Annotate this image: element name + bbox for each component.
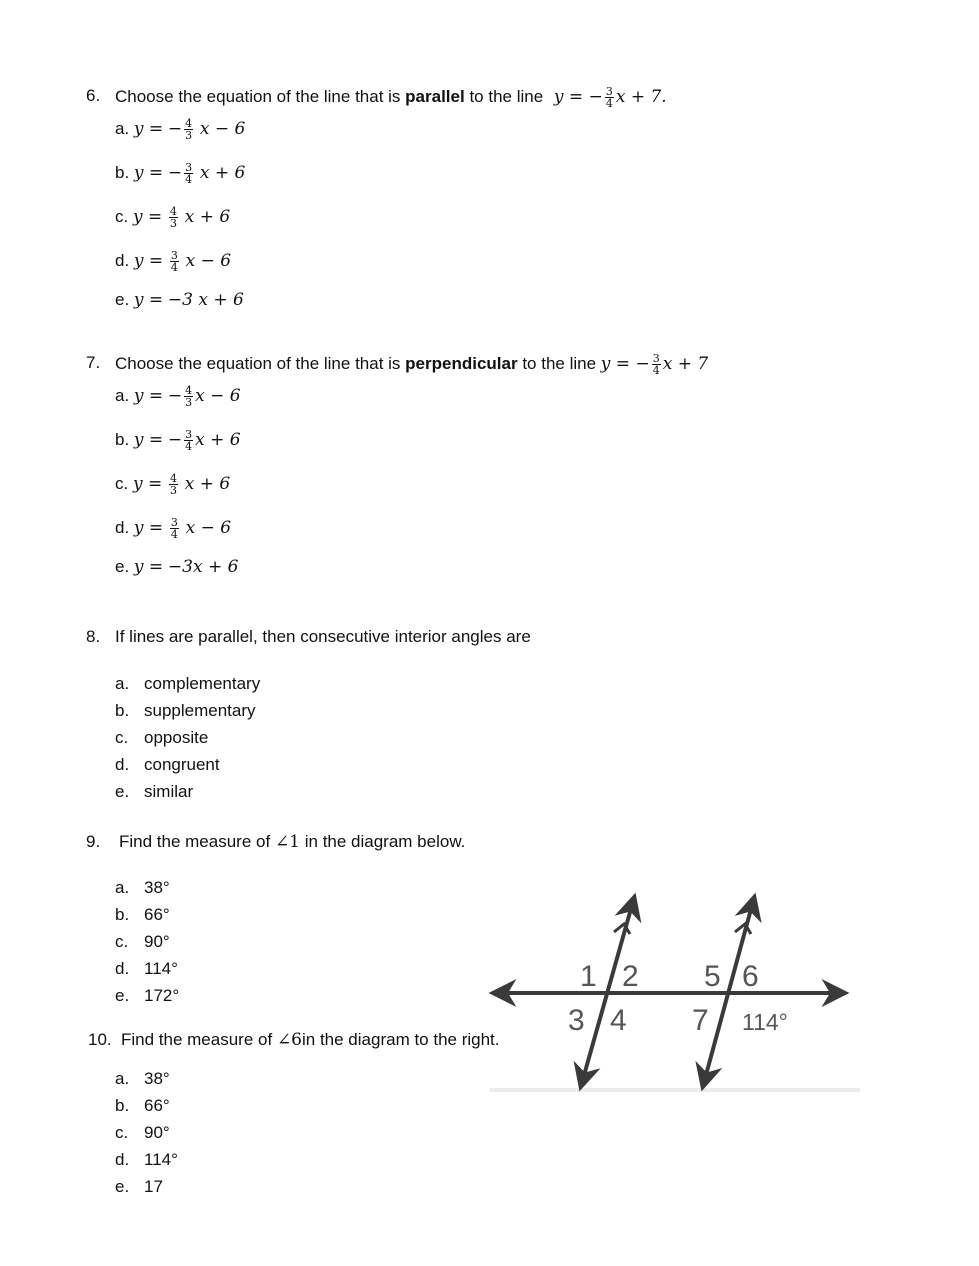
angle-symbol: ∠1 bbox=[274, 832, 300, 852]
option-label: c. bbox=[115, 206, 129, 226]
option-label: a. bbox=[115, 118, 130, 138]
question-number: 6. bbox=[86, 86, 101, 105]
equation-tail: x + 7 bbox=[662, 354, 709, 374]
question-number: 8. bbox=[86, 627, 101, 646]
equation-tail: x − 6 bbox=[199, 118, 246, 139]
option-text: supplementary bbox=[144, 701, 256, 720]
option-label: e. bbox=[115, 290, 130, 309]
equation-lhs: y = bbox=[133, 250, 164, 271]
option-a[interactable] bbox=[115, 118, 245, 141]
equation-lhs: y = bbox=[133, 429, 164, 450]
option-text: congruent bbox=[144, 755, 220, 774]
fraction bbox=[169, 473, 178, 496]
question-number: 10. bbox=[88, 1030, 112, 1049]
equation-sign: − bbox=[635, 354, 650, 374]
equation-tail: x + 6 bbox=[195, 429, 241, 450]
angle-label-2: 2 bbox=[622, 960, 639, 993]
option-e[interactable] bbox=[115, 290, 244, 310]
prompt-text: in the diagram to the right. bbox=[302, 1030, 500, 1049]
angle-label-4: 4 bbox=[610, 1004, 627, 1037]
equation-lhs: y = bbox=[133, 162, 164, 183]
option-b[interactable] bbox=[115, 162, 245, 185]
option-label: c. bbox=[115, 1123, 129, 1142]
question-prompt bbox=[121, 1030, 500, 1050]
parallel-lines-diagram bbox=[488, 880, 864, 1100]
numerator: 3 bbox=[605, 85, 613, 98]
fraction bbox=[605, 86, 614, 109]
option-label: e. bbox=[115, 782, 130, 801]
fraction bbox=[184, 162, 193, 185]
numerator: 4 bbox=[185, 384, 193, 397]
option-text: 38° bbox=[144, 1069, 170, 1088]
denominator: 3 bbox=[185, 396, 193, 409]
equation-tail: x − 6 bbox=[185, 517, 232, 538]
option-label: e. bbox=[115, 1177, 130, 1196]
equation-sign: − bbox=[167, 162, 183, 183]
numerator: 3 bbox=[185, 161, 193, 174]
option-text: 17 bbox=[144, 1177, 163, 1196]
equation-lhs: y = bbox=[133, 118, 164, 139]
equation-tail: x − 6 bbox=[195, 385, 241, 406]
option-label: a. bbox=[115, 1069, 130, 1088]
numerator: 3 bbox=[185, 428, 193, 441]
equation-sign: − bbox=[588, 87, 603, 107]
option-e[interactable] bbox=[115, 557, 238, 577]
prompt-text: Choose the equation of the line that is bbox=[115, 87, 401, 106]
prompt-text: Find the measure of bbox=[119, 832, 271, 851]
denominator: 4 bbox=[652, 364, 660, 377]
option-text: 66° bbox=[144, 1096, 170, 1115]
question-number: 7. bbox=[86, 353, 101, 372]
option-b[interactable] bbox=[115, 429, 241, 452]
denominator: 4 bbox=[185, 173, 193, 186]
angle-label-6: 6 bbox=[742, 960, 759, 993]
option-label: d. bbox=[115, 250, 130, 270]
numerator: 4 bbox=[169, 205, 177, 218]
numerator: 4 bbox=[185, 117, 193, 130]
prompt-text: to the line bbox=[469, 87, 544, 106]
question-prompt bbox=[115, 86, 667, 109]
angle-label-3: 3 bbox=[568, 1004, 585, 1037]
line-equation bbox=[600, 352, 709, 377]
fraction bbox=[184, 118, 193, 141]
option-text: 38° bbox=[144, 878, 170, 897]
option-a[interactable] bbox=[115, 385, 241, 408]
option-text: complementary bbox=[144, 674, 261, 693]
equation-lhs: y = bbox=[133, 557, 164, 577]
equation-sign: − bbox=[167, 385, 183, 406]
fraction bbox=[184, 429, 193, 452]
option-label: c. bbox=[115, 473, 129, 493]
equation-tail: x + 6 bbox=[184, 473, 231, 494]
option-label: b. bbox=[115, 1096, 130, 1115]
denominator: 4 bbox=[185, 440, 193, 453]
option-label: e. bbox=[115, 557, 130, 576]
equation-lhs: y = bbox=[133, 290, 164, 310]
numerator: 3 bbox=[170, 516, 178, 529]
fraction bbox=[169, 206, 178, 229]
denominator: 4 bbox=[170, 261, 178, 274]
equation-sign: − bbox=[167, 118, 183, 139]
option-label: c. bbox=[115, 728, 129, 747]
option-text: 90° bbox=[144, 1123, 170, 1142]
equation-tail: x + 7. bbox=[615, 87, 667, 107]
option-label: b. bbox=[115, 162, 130, 182]
equation-tail: −3x + 6 bbox=[167, 557, 239, 577]
equation-lhs: y = bbox=[553, 87, 584, 107]
option-label: d. bbox=[115, 1150, 130, 1169]
angle-label-7: 7 bbox=[692, 1004, 709, 1037]
angle-label-1: 1 bbox=[580, 960, 597, 993]
equation-lhs: y = bbox=[133, 517, 164, 538]
given-angle-label: 114° bbox=[742, 1009, 788, 1035]
fraction bbox=[170, 250, 179, 273]
denominator: 4 bbox=[170, 528, 178, 541]
prompt-text: Find the measure of bbox=[121, 1030, 273, 1049]
question-number: 9. bbox=[86, 832, 101, 851]
diagram-baseline-shadow bbox=[490, 1088, 860, 1092]
equation-sign: − bbox=[167, 429, 183, 450]
option-label: b. bbox=[115, 701, 130, 720]
fraction bbox=[184, 385, 193, 408]
equation-lhs: y = bbox=[133, 385, 164, 406]
question-prompt bbox=[119, 832, 465, 852]
option-label: a. bbox=[115, 674, 130, 693]
numerator: 3 bbox=[170, 249, 178, 262]
option-text: 114° bbox=[144, 959, 178, 978]
line-equation bbox=[553, 85, 667, 110]
option-label: d. bbox=[115, 517, 130, 537]
equation-tail: x + 6 bbox=[184, 206, 231, 227]
option-text: similar bbox=[144, 782, 194, 801]
option-text: opposite bbox=[144, 728, 209, 747]
prompt-keyword: perpendicular bbox=[405, 354, 518, 373]
numerator: 4 bbox=[169, 472, 177, 485]
option-d[interactable] bbox=[115, 517, 231, 540]
denominator: 3 bbox=[169, 217, 177, 230]
option-label: a. bbox=[115, 385, 130, 405]
option-label: d. bbox=[115, 755, 130, 774]
option-c[interactable] bbox=[115, 206, 230, 229]
option-text: 66° bbox=[144, 905, 170, 924]
denominator: 3 bbox=[185, 129, 193, 142]
denominator: 3 bbox=[169, 484, 177, 497]
option-label: b. bbox=[115, 905, 130, 924]
option-c[interactable] bbox=[115, 473, 230, 496]
prompt-keyword: parallel bbox=[405, 87, 465, 106]
equation-lhs: y = bbox=[132, 206, 163, 227]
question-prompt: If lines are parallel, then consecutive interior angles are bbox=[115, 627, 531, 646]
equation-lhs: y = bbox=[132, 473, 163, 494]
fraction bbox=[170, 517, 179, 540]
option-text: 172° bbox=[144, 986, 180, 1005]
option-label: d. bbox=[115, 959, 130, 978]
numerator: 3 bbox=[652, 352, 660, 365]
prompt-text: Choose the equation of the line that is bbox=[115, 354, 401, 373]
option-d[interactable] bbox=[115, 250, 231, 273]
option-label: e. bbox=[115, 986, 130, 1005]
option-text: 90° bbox=[144, 932, 170, 951]
fraction bbox=[652, 353, 661, 376]
angle-label-5: 5 bbox=[704, 960, 721, 993]
equation-tail: x + 6 bbox=[199, 162, 246, 183]
equation-tail: x − 6 bbox=[185, 250, 232, 271]
prompt-text: in the diagram below. bbox=[304, 832, 466, 851]
prompt-text: to the line bbox=[522, 354, 597, 373]
denominator: 4 bbox=[605, 97, 613, 110]
option-label: a. bbox=[115, 878, 130, 897]
option-label: c. bbox=[115, 932, 129, 951]
question-prompt bbox=[115, 353, 708, 376]
angle-symbol: ∠6 bbox=[276, 1030, 302, 1050]
equation-tail: −3 x + 6 bbox=[167, 290, 244, 310]
option-text: 114° bbox=[144, 1150, 178, 1169]
equation-lhs: y = bbox=[600, 354, 631, 374]
option-label: b. bbox=[115, 429, 130, 449]
